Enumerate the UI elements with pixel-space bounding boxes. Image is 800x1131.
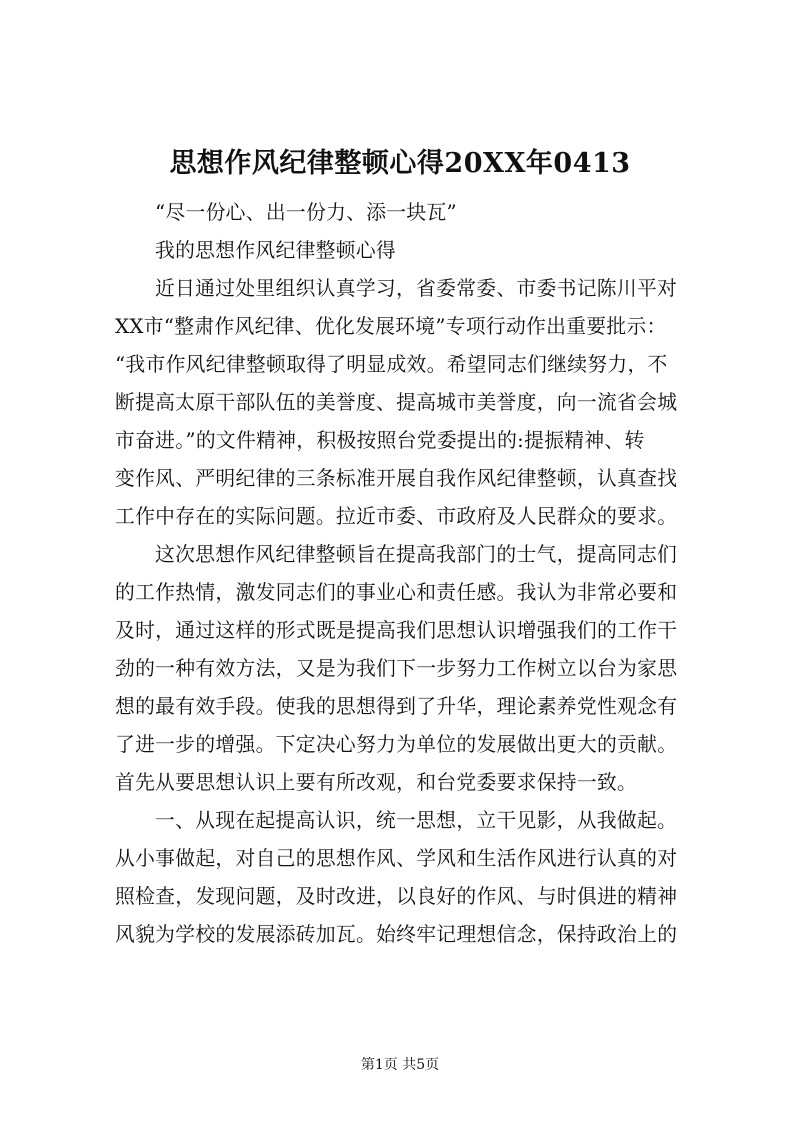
text-line: 想的最有效手段。使我的思想得到了升华，理论素养党性观念有 — [115, 695, 678, 718]
paragraph-purpose — [115, 536, 685, 802]
text-line: 风貌为学校的发展添砖加瓦。始终牢记理想信念，保持政治上的 — [115, 923, 678, 946]
text-line: 一、从现在起提高认识，统一思想，立干见影，从我做起。 — [155, 809, 678, 832]
text-line: 了进一步的增强。下定决心努力为单位的发展做出更大的贡献。 — [115, 733, 678, 756]
text-line: 这次思想作风纪律整顿旨在提高我部门的士气，提高同志们 — [155, 543, 678, 566]
paragraph-point-one — [115, 802, 685, 954]
text-line: 照检查，发现问题，及时改进，以良好的作风、与时俱进的精神 — [115, 885, 678, 908]
document-body — [115, 194, 685, 954]
text-line: 市奋进。”的文件精神，积极按照台党委提出的:提振精神、转 — [115, 429, 645, 452]
paragraph-subtitle — [115, 232, 685, 270]
text-line: 劲的一种有效方法，又是为我们下一步努力工作树立以台为家思 — [115, 657, 678, 680]
paragraph-intro — [115, 270, 685, 536]
text-line: 从小事做起，对自己的思想作风、学风和生活作风进行认真的对 — [115, 847, 678, 870]
text-line: 及时，通过这样的形式既是提高我们思想认识增强我们的工作干 — [115, 619, 678, 642]
text-line: 工作中存在的实际问题。拉近市委、市政府及人民群众的要求。 — [115, 505, 678, 528]
text-line: 近日通过处里组织认真学习，省委常委、市委书记陈川平对 — [155, 277, 678, 300]
page-footer: 第1页 共5页 — [360, 1057, 440, 1073]
text-line: 我的思想作风纪律整顿心得 — [155, 239, 396, 262]
text-line: XX市“整肃作风纪律、优化发展环境”专项行动作出重要批示： — [115, 315, 667, 338]
text-line: 断提高太原干部队伍的美誉度、提高城市美誉度，向一流省会城 — [115, 391, 678, 414]
text-line: “尽一份心、出一份力、添一块瓦” — [155, 201, 457, 224]
document-title: 思想作风纪律整顿心得20XX年0413 — [169, 148, 631, 179]
text-line: 的工作热情，激发同志们的事业心和责任感。我认为非常必要和 — [115, 581, 678, 604]
text-line: 首先从要思想认识上要有所改观，和台党委要求保持一致。 — [115, 771, 638, 794]
paragraph-slogan — [115, 194, 685, 232]
text-line: “我市作风纪律整顿取得了明显成效。希望同志们继续努力，不 — [115, 353, 668, 376]
text-line: 变作风、严明纪律的三条标准开展自我作风纪律整顿，认真查找 — [115, 467, 678, 490]
